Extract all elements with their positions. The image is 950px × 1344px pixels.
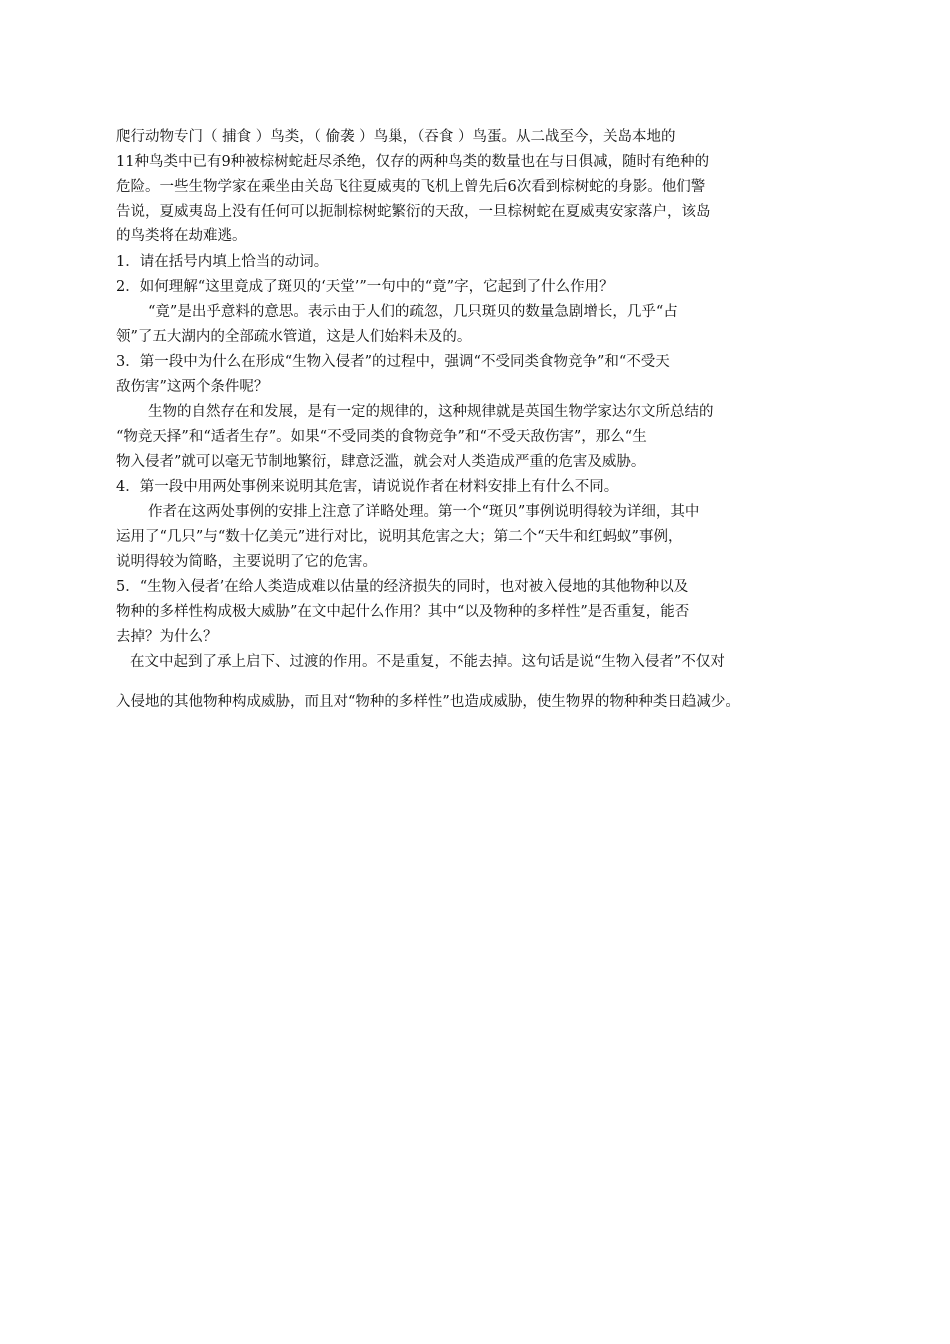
answer-5-line-1: 在文中起到了承上启下、过渡的作用。不是重复，不能去掉。这句话是说“生物入侵者”不仅对 [130,654,725,670]
question-5-line-2: 物种的多样性构成极大威胁”在文中起什么作用？其中“以及物种的多样性”是否重复，能否 [116,604,690,620]
passage-line-3: 危险。一些生物学家在乘坐由关岛飞往夏威夷的飞机上曾先后6次看到棕树蛇的身影。他们警 [116,179,706,195]
passage-line-5: 的鸟类将在劫难逃。 [116,228,247,244]
answer-3-line-2: “物竞天择”和“适者生存”。如果“不受同类的食物竞争”和“不受天敌伤害”，那么“生 [116,429,647,445]
passage-line-4: 告说，夏威夷岛上没有任何可以扼制棕树蛇繁衍的天敌，一旦棕树蛇在夏威夷安家落户，该岛 [116,204,711,220]
question-3-line-2: 敌伤害”这两个条件呢？ [116,379,269,395]
question-3-line-1: 3．第一段中为什么在形成“生物入侵者”的过程中，强调“不受同类食物竞争”和“不受天 [116,354,670,370]
question-4: 4．第一段中用两处事例来说明其危害，请说说作者在材料安排上有什么不同。 [116,479,619,495]
passage-line-2: 11种鸟类中已有9种被棕树蛇赶尽杀绝，仅存的两种鸟类的数量也在与日俱减，随时有绝种的 [116,154,710,170]
question-1: 1．请在括号内填上恰当的动词。 [116,254,329,270]
answer-2-line-1: “竟”是出乎意料的意思。表示由于人们的疏忽，几只斑贝的数量急剧增长，几乎“占 [148,304,678,320]
answer-4-line-1: 作者在这两处事例的安排上注意了详略处理。第一个“斑贝”事例说明得较为详细，其中 [148,504,700,520]
answer-2-line-2: 领”了五大湖内的全部疏水管道，这是人们始料未及的。 [116,329,472,345]
answer-3-line-1: 生物的自然存在和发展，是有一定的规律的，这种规律就是英国生物学家达尔文所总结的 [148,404,714,420]
question-5-line-1: 5．“生物入侵者’在给人类造成难以估量的经济损失的同时，也对被入侵地的其他物种以及 [116,579,689,595]
answer-4-line-2: 运用了“几只”与“数十亿美元”进行对比，说明其危害之大；第二个“天牛和红蚂蚁”事例， [116,529,683,545]
passage-line-1: 爬行动物专门（ 捕食 ）鸟类，（ 偷袭 ）鸟巢，（吞食 ）鸟蛋。从二战至今，关岛本地的 [116,129,676,145]
question-2: 2．如何理解“这里竟成了斑贝的‘天堂’”一句中的“竟”字，它起到了什么作用？ [116,279,614,295]
answer-4-line-3: 说明得较为简略，主要说明了它的危害。 [116,554,377,570]
answer-5-line-2: 入侵地的其他物种构成威胁，而且对“物种的多样性”也造成威胁，使生物界的物种种类日趋减少。 [116,694,740,710]
answer-3-line-3: 物入侵者”就可以毫无节制地繁衍，肆意泛滥，就会对人类造成严重的危害及威胁。 [116,454,646,470]
question-5-line-3: 去掉？为什么？ [116,629,218,645]
